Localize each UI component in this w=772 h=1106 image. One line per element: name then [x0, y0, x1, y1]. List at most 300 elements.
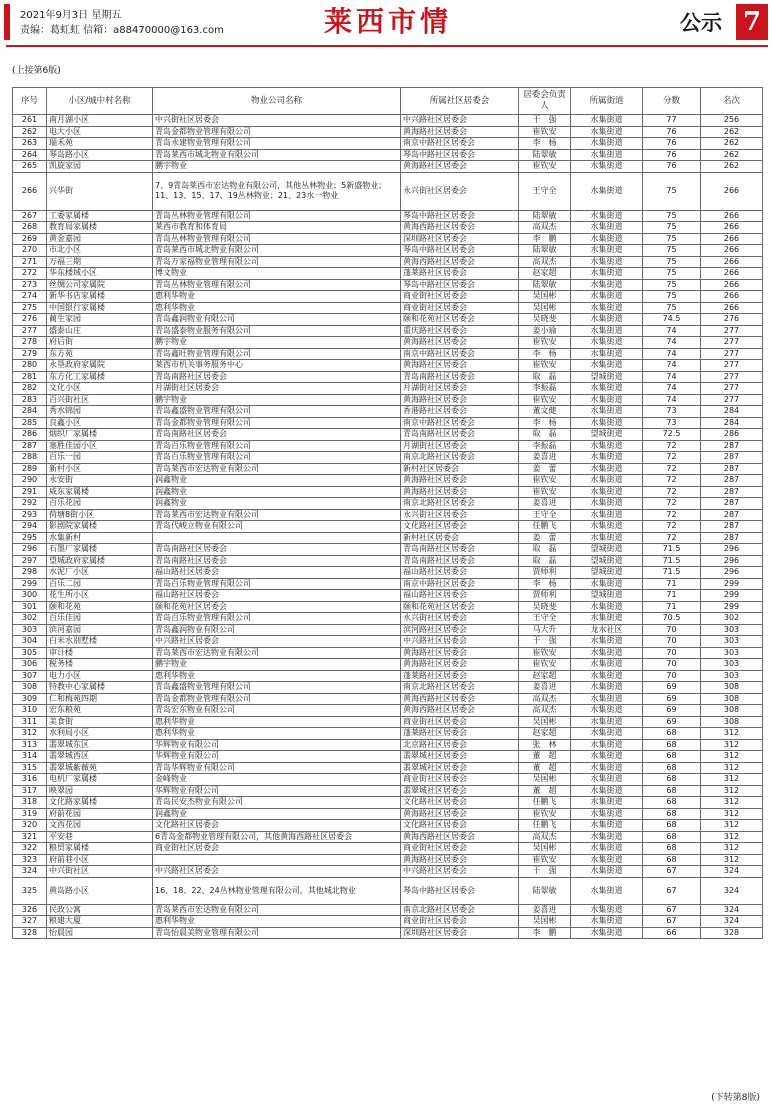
table-row — [13, 256, 763, 268]
col-community: 粮建大厦 — [47, 916, 153, 928]
col-score: 75 — [643, 279, 701, 291]
table-row — [13, 567, 763, 579]
col-seq: 313 — [13, 739, 47, 751]
col-street: 水集街道 — [571, 279, 643, 291]
col-seq: 315 — [13, 762, 47, 774]
col-property-company: 青岛莱西市宏达物业有限公司 — [153, 509, 401, 521]
col-rank: 296 — [701, 567, 763, 579]
col-street: 水集街道 — [571, 245, 643, 257]
col-score: 69 — [643, 693, 701, 705]
table-row — [13, 149, 763, 161]
col-property-company: 华辉物业有限公司 — [153, 785, 401, 797]
col-community: 新华书店家属楼 — [47, 291, 153, 303]
col-rank: 266 — [701, 233, 763, 245]
col-seq: 304 — [13, 636, 47, 648]
col-rank: 266 — [701, 291, 763, 303]
col-leader: 姜喜进 — [519, 904, 571, 916]
col-leader: 取 磊 — [519, 555, 571, 567]
col-score: 76 — [643, 149, 701, 161]
col-score: 72.5 — [643, 429, 701, 441]
col-community: 水利局小区 — [47, 728, 153, 740]
col-seq: 267 — [13, 210, 47, 222]
col-property-company: 惠利华物业 — [153, 716, 401, 728]
col-street: 水集街道 — [571, 532, 643, 544]
col-leader: 马大升 — [519, 624, 571, 636]
col-property-company: 青岛万家福物业管理有限公司 — [153, 256, 401, 268]
col-street: 水集街道 — [571, 302, 643, 314]
col-leader: 李振磊 — [519, 440, 571, 452]
col-rank: 312 — [701, 797, 763, 809]
col-rank: 303 — [701, 624, 763, 636]
col-score: 72 — [643, 509, 701, 521]
col-seq: 305 — [13, 647, 47, 659]
col-street: 望城街道 — [571, 429, 643, 441]
col-street: 水集街道 — [571, 866, 643, 878]
col-leader: 吴国彬 — [519, 302, 571, 314]
table-row — [13, 210, 763, 222]
col-seq: 281 — [13, 371, 47, 383]
col-community: 审计楼 — [47, 647, 153, 659]
col-rank: 299 — [701, 590, 763, 602]
col-score: 69 — [643, 705, 701, 717]
table-row — [13, 532, 763, 544]
table-row — [13, 916, 763, 928]
col-committee: 黄海路社区居委会 — [401, 647, 519, 659]
col-street: 水集街道 — [571, 613, 643, 625]
col-property-company: 青岛南路社区居委会 — [153, 371, 401, 383]
col-committee: 新村社区居委会 — [401, 532, 519, 544]
col-leader: 董 超 — [519, 751, 571, 763]
col-score: 74 — [643, 325, 701, 337]
col-rank: 303 — [701, 647, 763, 659]
col-score: 76 — [643, 161, 701, 173]
col-leader: 吴国彬 — [519, 716, 571, 728]
col-rank: 287 — [701, 452, 763, 464]
col-score: 67 — [643, 866, 701, 878]
table-row — [13, 371, 763, 383]
col-score: 74 — [643, 360, 701, 372]
col-seq: 261 — [13, 115, 47, 127]
col-rank: 266 — [701, 210, 763, 222]
col-committee: 南京中路社区居委会 — [401, 348, 519, 360]
col-rank: 287 — [701, 475, 763, 487]
col-street: 水集街道 — [571, 751, 643, 763]
col-score: 68 — [643, 728, 701, 740]
col-street: 龙水社区 — [571, 624, 643, 636]
col-rank: 277 — [701, 348, 763, 360]
col-property-company: 青岛永建物业管理有限公司 — [153, 138, 401, 150]
col-seq: 323 — [13, 854, 47, 866]
col-leader: 崔钦安 — [519, 475, 571, 487]
col-community: 仁和梅苑四期 — [47, 693, 153, 705]
col-rank: 308 — [701, 716, 763, 728]
col-property-company: 青岛鑫盛物业管理有限公司 — [153, 682, 401, 694]
table-row — [13, 693, 763, 705]
col-property-company: 青岛鑫润物业有限公司 — [153, 624, 401, 636]
col-committee: 商业街社区居委会 — [401, 843, 519, 855]
col-score: 75 — [643, 222, 701, 234]
col-community: 翡翠城紫薇苑 — [47, 762, 153, 774]
col-street: 水集街道 — [571, 268, 643, 280]
table-row — [13, 808, 763, 820]
col-community: 电大小区 — [47, 126, 153, 138]
col-committee: 商业街社区居委会 — [401, 302, 519, 314]
col-committee: 商业街社区居委会 — [401, 916, 519, 928]
col-seq: 309 — [13, 693, 47, 705]
col-seq: 302 — [13, 613, 47, 625]
col-leader: 高双杰 — [519, 256, 571, 268]
col-committee: 翡翠城社区居委会 — [401, 751, 519, 763]
header-col-rank: 名次 — [701, 88, 763, 115]
col-rank: 312 — [701, 820, 763, 832]
col-street: 水集街道 — [571, 578, 643, 590]
col-leader: 赵家超 — [519, 728, 571, 740]
col-seq: 280 — [13, 360, 47, 372]
col-community: 威东家属楼 — [47, 486, 153, 498]
header-col-street: 所属街道 — [571, 88, 643, 115]
col-leader: 吴晓斐 — [519, 314, 571, 326]
col-street: 水集街道 — [571, 417, 643, 429]
col-community: 影剧院家属楼 — [47, 521, 153, 533]
col-property-company: 7、9青岛莱西市宏达物业有限公司，其他丛林物业；5新盛物业；11、13、15、17、19丛林物业；21、23水一物业 — [153, 172, 401, 210]
col-street: 望城街道 — [571, 371, 643, 383]
table-row — [13, 831, 763, 843]
col-street: 水集街道 — [571, 348, 643, 360]
table-row — [13, 774, 763, 786]
col-committee: 南京中路社区居委会 — [401, 417, 519, 429]
col-committee: 颐和花苑社区居委会 — [401, 314, 519, 326]
table-row — [13, 647, 763, 659]
col-street: 水集街道 — [571, 383, 643, 395]
col-seq: 321 — [13, 831, 47, 843]
col-leader: 陆翠敏 — [519, 245, 571, 257]
col-committee: 香港路社区居委会 — [401, 406, 519, 418]
table-row — [13, 578, 763, 590]
col-seq: 268 — [13, 222, 47, 234]
col-seq: 293 — [13, 509, 47, 521]
col-committee: 黄海西路社区居委会 — [401, 222, 519, 234]
col-property-company: 青岛莱西市宏达物业有限公司 — [153, 463, 401, 475]
col-street: 水集街道 — [571, 927, 643, 939]
col-property-company: 莱西市教育和体育局 — [153, 222, 401, 234]
col-community: 黄岛路小区 — [47, 877, 153, 904]
col-score: 75 — [643, 291, 701, 303]
col-property-company: 青岛莱西市城北物业有限公司 — [153, 149, 401, 161]
table-row — [13, 291, 763, 303]
col-community: 税务楼 — [47, 659, 153, 671]
col-score: 70 — [643, 624, 701, 636]
col-street: 水集街道 — [571, 475, 643, 487]
col-leader: 李 鹏 — [519, 927, 571, 939]
col-seq: 265 — [13, 161, 47, 173]
col-property-company: 华辉物业有限公司 — [153, 739, 401, 751]
table-row — [13, 360, 763, 372]
col-rank: 308 — [701, 705, 763, 717]
col-seq: 263 — [13, 138, 47, 150]
col-leader: 崔钦安 — [519, 394, 571, 406]
col-committee: 青岛南路社区居委会 — [401, 429, 519, 441]
masthead-logo: 莱西市情 — [324, 5, 453, 38]
table-row — [13, 927, 763, 939]
col-leader: 李 鹏 — [519, 233, 571, 245]
col-score: 74 — [643, 394, 701, 406]
col-leader: 取 磊 — [519, 429, 571, 441]
col-street: 水集街道 — [571, 126, 643, 138]
col-property-company: 6青岛金都物业管理有限公司，其他黄海西路社区居委会 — [153, 831, 401, 843]
col-rank: 324 — [701, 866, 763, 878]
col-rank: 312 — [701, 774, 763, 786]
table-row — [13, 739, 763, 751]
col-street: 水集街道 — [571, 601, 643, 613]
col-street: 水集街道 — [571, 222, 643, 234]
col-rank: 266 — [701, 268, 763, 280]
col-street: 水集街道 — [571, 705, 643, 717]
col-rank: 277 — [701, 394, 763, 406]
col-community: 华东楼域小区 — [47, 268, 153, 280]
col-score: 67 — [643, 877, 701, 904]
col-seq: 301 — [13, 601, 47, 613]
col-seq: 287 — [13, 440, 47, 452]
table-row — [13, 716, 763, 728]
col-rank: 277 — [701, 337, 763, 349]
col-leader: 李 杨 — [519, 348, 571, 360]
col-property-company: 青岛丛林物业管理有限公司 — [153, 279, 401, 291]
col-rank: 303 — [701, 636, 763, 648]
col-seq: 264 — [13, 149, 47, 161]
col-rank: 287 — [701, 521, 763, 533]
header-col-leader: 居委会负责人 — [519, 88, 571, 115]
col-street: 望城街道 — [571, 555, 643, 567]
col-leader: 吴国彬 — [519, 843, 571, 855]
col-seq: 307 — [13, 670, 47, 682]
col-community: 永垦政府家属院 — [47, 360, 153, 372]
col-leader: 崔钦安 — [519, 647, 571, 659]
col-rank: 276 — [701, 314, 763, 326]
col-committee: 重庆路社区居委会 — [401, 325, 519, 337]
col-street: 水集街道 — [571, 831, 643, 843]
col-rank: 324 — [701, 877, 763, 904]
col-leader: 高双杰 — [519, 831, 571, 843]
col-community: 电力小区 — [47, 670, 153, 682]
header-col-score: 分数 — [643, 88, 701, 115]
table-row — [13, 138, 763, 150]
table-row — [13, 624, 763, 636]
table-row — [13, 406, 763, 418]
col-committee: 福山路社区居委会 — [401, 590, 519, 602]
col-community: 百乐一园 — [47, 452, 153, 464]
col-street: 水集街道 — [571, 394, 643, 406]
col-score: 74 — [643, 371, 701, 383]
col-committee: 琴岛中路社区居委会 — [401, 149, 519, 161]
col-seq: 292 — [13, 498, 47, 510]
col-leader: 姜小瑜 — [519, 325, 571, 337]
col-property-company: 鹏宇物业 — [153, 161, 401, 173]
col-leader: 崔钦安 — [519, 126, 571, 138]
col-community: 粮贸家属楼 — [47, 843, 153, 855]
col-street: 水集街道 — [571, 636, 643, 648]
table-row — [13, 521, 763, 533]
col-seq: 275 — [13, 302, 47, 314]
col-leader: 姜喜进 — [519, 682, 571, 694]
col-property-company: 青岛怡晨美物业管理有限公司 — [153, 927, 401, 939]
table-row — [13, 172, 763, 210]
col-street: 水集街道 — [571, 138, 643, 150]
table-row — [13, 820, 763, 832]
col-committee: 福山路社区居委会 — [401, 567, 519, 579]
col-score: 75 — [643, 210, 701, 222]
col-property-company: 福山路社区居委会 — [153, 567, 401, 579]
col-property-company: 惠利华物业 — [153, 291, 401, 303]
col-seq: 306 — [13, 659, 47, 671]
col-rank: 312 — [701, 843, 763, 855]
col-seq: 270 — [13, 245, 47, 257]
col-seq: 326 — [13, 904, 47, 916]
col-property-company: 青岛民安杰物业有限公司 — [153, 797, 401, 809]
col-property-company: 青岛华辉物业有限公司 — [153, 762, 401, 774]
col-community: 水集新村 — [47, 532, 153, 544]
col-leader: 贾师利 — [519, 567, 571, 579]
col-score: 70 — [643, 659, 701, 671]
col-leader: 李 杨 — [519, 417, 571, 429]
col-seq: 325 — [13, 877, 47, 904]
col-committee: 黄海西路社区居委会 — [401, 705, 519, 717]
col-seq: 277 — [13, 325, 47, 337]
col-rank: 324 — [701, 916, 763, 928]
col-seq: 278 — [13, 337, 47, 349]
table-row — [13, 394, 763, 406]
continued-to-note: (下转第8版) — [711, 1093, 760, 1103]
table-row — [13, 498, 763, 510]
col-property-company: 青岛丛林物业管理有限公司 — [153, 233, 401, 245]
col-rank: 302 — [701, 613, 763, 625]
col-leader: 王守全 — [519, 172, 571, 210]
table-row — [13, 555, 763, 567]
col-seq: 327 — [13, 916, 47, 928]
col-score: 69 — [643, 682, 701, 694]
col-committee: 黄海路社区居委会 — [401, 475, 519, 487]
col-property-company: 青岛百乐物业管理有限公司 — [153, 440, 401, 452]
table-header-row — [13, 88, 763, 115]
col-street: 水集街道 — [571, 325, 643, 337]
col-street: 水集街道 — [571, 161, 643, 173]
col-community: 文化路家属楼 — [47, 797, 153, 809]
col-community: 市北小区 — [47, 245, 153, 257]
col-property-company: 青岛百乐物业管理有限公司 — [153, 578, 401, 590]
col-rank: 284 — [701, 406, 763, 418]
col-score: 72 — [643, 486, 701, 498]
table-row — [13, 866, 763, 878]
table-row — [13, 222, 763, 234]
col-committee: 文化路社区居委会 — [401, 521, 519, 533]
col-street: 水集街道 — [571, 337, 643, 349]
col-leader: 董 超 — [519, 762, 571, 774]
col-leader: 董文健 — [519, 406, 571, 418]
col-community: 蔺生家园 — [47, 314, 153, 326]
col-seq: 296 — [13, 544, 47, 556]
col-leader: 姜 蕾 — [519, 532, 571, 544]
col-community: 望城政府家属楼 — [47, 555, 153, 567]
col-community: 烟织厂家属楼 — [47, 429, 153, 441]
col-community: 电机厂家属楼 — [47, 774, 153, 786]
col-committee: 商业街社区居委会 — [401, 774, 519, 786]
col-rank: 256 — [701, 115, 763, 127]
col-community: 黄金嘉园 — [47, 233, 153, 245]
ranking-table — [12, 87, 763, 939]
col-leader: 赵家超 — [519, 268, 571, 280]
col-seq: 290 — [13, 475, 47, 487]
col-committee: 南京北路社区居委会 — [401, 452, 519, 464]
col-seq: 283 — [13, 394, 47, 406]
table-row — [13, 601, 763, 613]
col-seq: 328 — [13, 927, 47, 939]
col-rank: 312 — [701, 739, 763, 751]
col-score: 73 — [643, 406, 701, 418]
col-rank: 266 — [701, 279, 763, 291]
col-street: 水集街道 — [571, 647, 643, 659]
table-row — [13, 682, 763, 694]
col-seq: 311 — [13, 716, 47, 728]
table-row — [13, 325, 763, 337]
table-row — [13, 233, 763, 245]
col-rank: 312 — [701, 728, 763, 740]
col-street: 水集街道 — [571, 670, 643, 682]
col-committee: 黄海路社区居委会 — [401, 337, 519, 349]
col-street: 水集街道 — [571, 797, 643, 809]
col-rank: 287 — [701, 509, 763, 521]
col-leader: 赵家超 — [519, 670, 571, 682]
col-street: 水集街道 — [571, 172, 643, 210]
table-row — [13, 126, 763, 138]
col-community: 花生所小区 — [47, 590, 153, 602]
table-row — [13, 705, 763, 717]
col-score: 69 — [643, 716, 701, 728]
col-committee: 商业街社区居委会 — [401, 716, 519, 728]
col-score: 68 — [643, 854, 701, 866]
col-committee: 琴岛中路社区居委会 — [401, 210, 519, 222]
col-score: 68 — [643, 774, 701, 786]
col-score: 71.5 — [643, 567, 701, 579]
col-leader: 崔钦安 — [519, 659, 571, 671]
col-rank: 312 — [701, 751, 763, 763]
col-property-company: 惠利华物业 — [153, 728, 401, 740]
col-committee: 深圳路社区居委会 — [401, 233, 519, 245]
col-seq: 318 — [13, 797, 47, 809]
col-score: 68 — [643, 808, 701, 820]
col-street: 水集街道 — [571, 916, 643, 928]
col-property-company: 商业街社区居委会 — [153, 843, 401, 855]
col-rank: 266 — [701, 172, 763, 210]
col-seq: 271 — [13, 256, 47, 268]
col-rank: 287 — [701, 486, 763, 498]
col-community: 颐和花苑 — [47, 601, 153, 613]
table-row — [13, 904, 763, 916]
col-leader: 任鹏飞 — [519, 820, 571, 832]
col-score: 75 — [643, 245, 701, 257]
col-seq: 282 — [13, 383, 47, 395]
table-row — [13, 268, 763, 280]
col-committee: 颐和花苑社区居委会 — [401, 601, 519, 613]
table-row — [13, 659, 763, 671]
col-leader: 姜喜进 — [519, 498, 571, 510]
table-row — [13, 509, 763, 521]
col-community: 文西花园 — [47, 820, 153, 832]
col-rank: 287 — [701, 440, 763, 452]
col-score: 72 — [643, 452, 701, 464]
col-score: 68 — [643, 820, 701, 832]
col-committee: 黄海路社区居委会 — [401, 486, 519, 498]
col-leader: 姜 蕾 — [519, 463, 571, 475]
table-row — [13, 417, 763, 429]
